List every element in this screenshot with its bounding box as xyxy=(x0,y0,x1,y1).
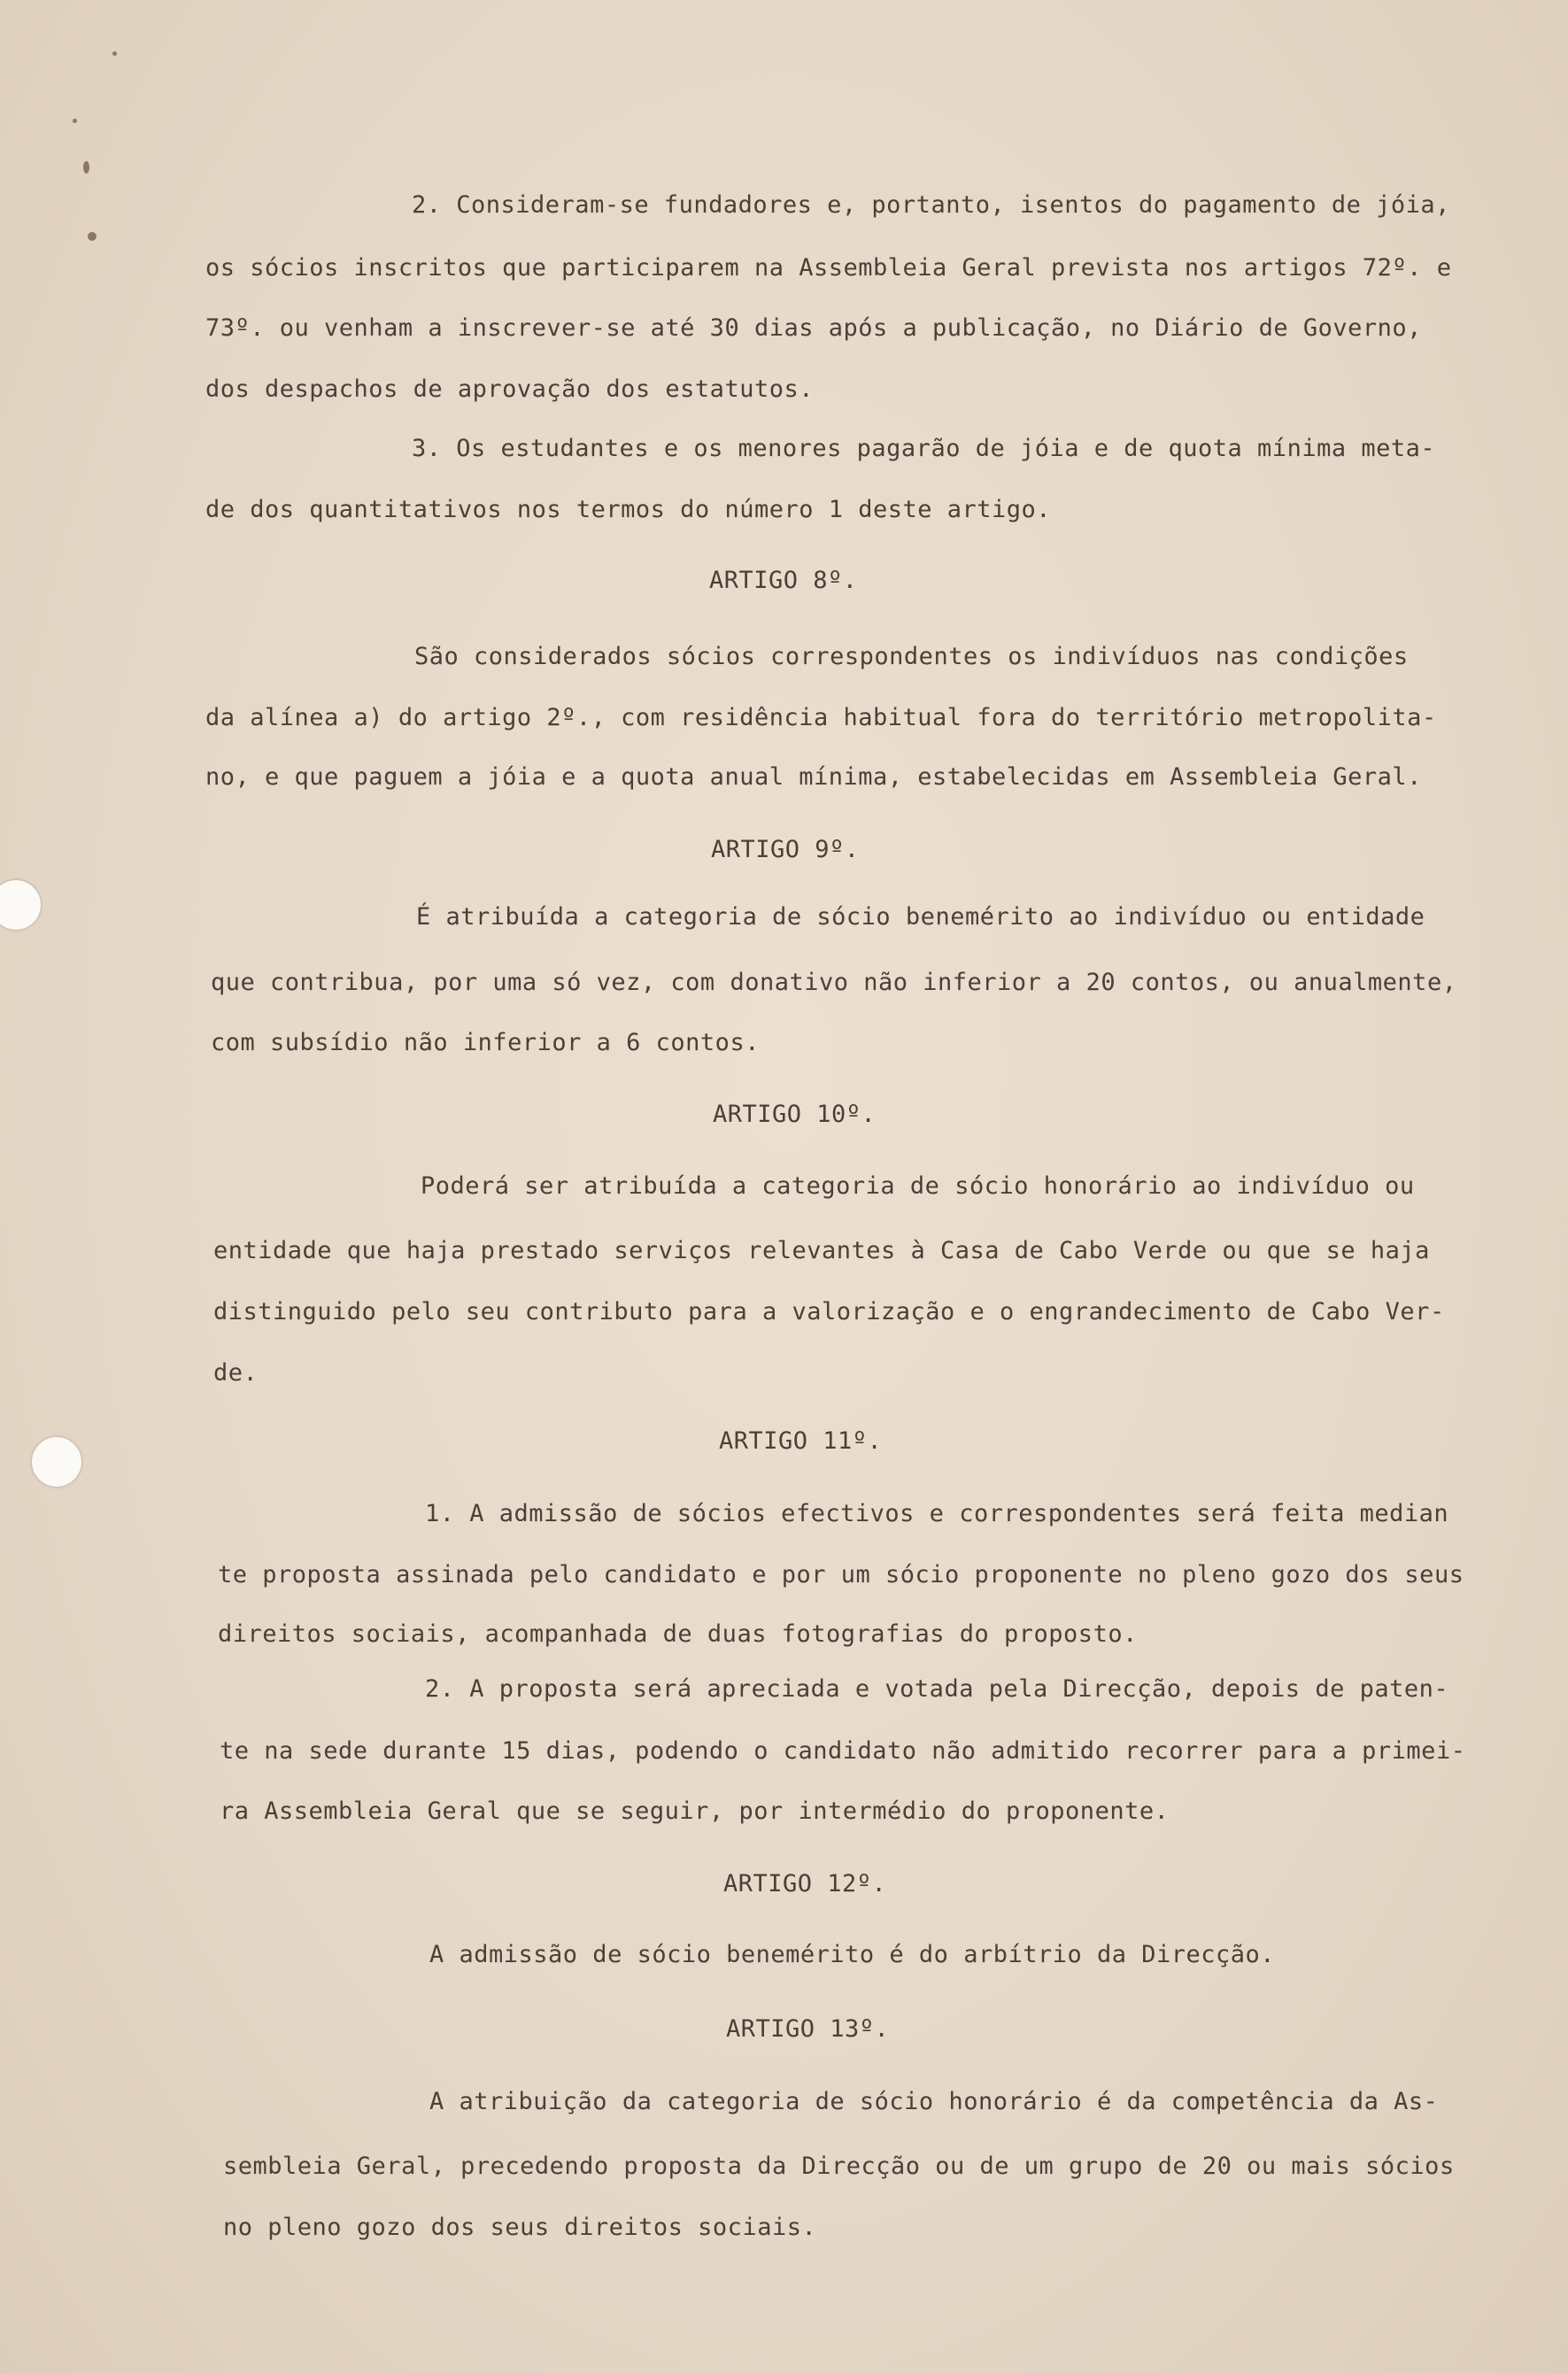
article-heading: ARTIGO 12º. xyxy=(723,1870,887,1898)
text-line: 3. Os estudantes e os menores pagarão de jóia e de quota mínima meta- xyxy=(412,435,1436,462)
text-line: dos despachos de aprovação dos estatutos. xyxy=(205,375,814,403)
article-heading: ARTIGO 11º. xyxy=(719,1427,883,1455)
article-heading: ARTIGO 8º. xyxy=(709,567,858,594)
text-line: É atribuída a categoria de sócio benemérito ao indivíduo ou entidade xyxy=(416,903,1425,931)
text-line: 2. A proposta será apreciada e votada pela Direcção, depois de paten- xyxy=(425,1675,1449,1703)
text-line: os sócios inscritos que participarem na Assembleia Geral prevista nos artigos 72º. e xyxy=(205,254,1452,282)
text-line: de dos quantitativos nos termos do número 1 deste artigo. xyxy=(205,496,1052,523)
text-line: A admissão de sócio benemérito é do arbítrio da Direcção. xyxy=(429,1941,1276,1968)
text-line: 73º. ou venham a inscrever-se até 30 dias após a publicação, no Diário de Governo, xyxy=(205,314,1422,342)
text-line: Poderá ser atribuída a categoria de sócio honorário ao indivíduo ou xyxy=(421,1172,1415,1200)
text-line: da alínea a) do artigo 2º., com residência habitual fora do território metropolita- xyxy=(205,704,1437,731)
text-line: que contribua, por uma só vez, com donativo não inferior a 20 contos, ou anualmente, xyxy=(211,969,1457,996)
text-line: te na sede durante 15 dias, podendo o candidato não admitido recorrer para a primei- xyxy=(220,1737,1466,1765)
text-line: sembleia Geral, precedendo proposta da Direcção ou de um grupo de 20 ou mais sócios xyxy=(223,2153,1455,2180)
text-line: no pleno gozo dos seus direitos sociais. xyxy=(223,2214,817,2241)
text-line: A atribuição da categoria de sócio honorário é da competência da As- xyxy=(429,2088,1439,2115)
text-line: de. xyxy=(213,1359,259,1387)
text-line: 2. Consideram-se fundadores e, portanto, isentos do pagamento de jóia, xyxy=(412,191,1450,219)
text-line: com subsídio não inferior a 6 contos. xyxy=(211,1029,760,1056)
text-line: distinguido pelo seu contributo para a valorização e o engrandecimento de Cabo Ver- xyxy=(213,1298,1445,1326)
article-heading: ARTIGO 13º. xyxy=(726,2015,890,2043)
article-heading: ARTIGO 9º. xyxy=(711,836,860,863)
text-line: ra Assembleia Geral que se seguir, por intermédio do proponente. xyxy=(220,1797,1170,1825)
text-line: 1. A admissão de sócios efectivos e correspondentes será feita median xyxy=(425,1500,1449,1527)
text-line: direitos sociais, acompanhada de duas fotografias do proposto. xyxy=(218,1620,1138,1648)
text-line: São considerados sócios correspondentes os indivíduos nas condições xyxy=(414,643,1409,670)
text-line: entidade que haja prestado serviços relevantes à Casa de Cabo Verde ou que se haja xyxy=(213,1237,1430,1264)
text-line: no, e que paguem a jóia e a quota anual mínima, estabelecidas em Assembleia Geral. xyxy=(205,763,1422,791)
article-heading: ARTIGO 10º. xyxy=(713,1101,877,1128)
text-line: te proposta assinada pelo candidato e por um sócio proponente no pleno gozo dos seus xyxy=(218,1561,1464,1588)
